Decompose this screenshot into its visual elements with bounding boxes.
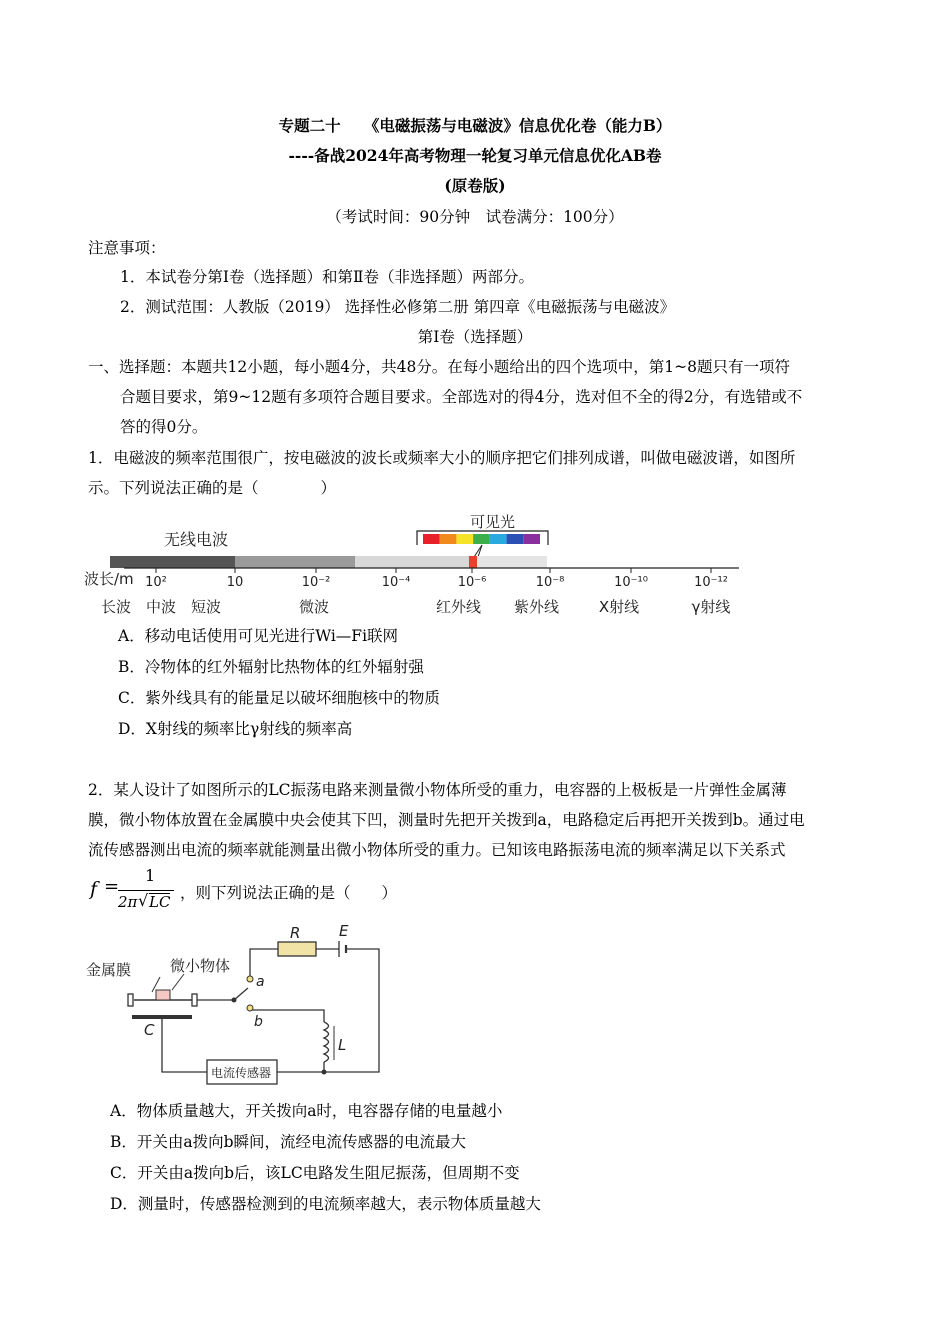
contact-b bbox=[247, 1005, 253, 1011]
contact-a bbox=[247, 976, 253, 982]
visible-light-label: 可见光 bbox=[470, 513, 516, 531]
axis-tick-label: 10 bbox=[226, 575, 244, 590]
section-intro-line: 答的得0分。 bbox=[120, 418, 208, 436]
document-title: 专题二十 《电磁振荡与电磁波》信息优化卷（能力B） bbox=[278, 116, 672, 135]
note-item: 1．本试卷分第Ⅰ卷（选择题）和第Ⅱ卷（非选择题）两部分。 bbox=[120, 268, 535, 286]
axis-label: 波长/m bbox=[84, 570, 134, 588]
document-subtitle: ----备战2024年高考物理一轮复习单元信息优化AB卷 bbox=[288, 146, 662, 165]
edition-label: (原卷版) bbox=[444, 176, 506, 195]
band-label: 长波 bbox=[100, 598, 132, 616]
film-left-clamp bbox=[128, 994, 133, 1006]
small-object bbox=[156, 990, 170, 1000]
section-title: 第Ⅰ卷（选择题） bbox=[417, 328, 533, 346]
visible-color-segment bbox=[473, 534, 490, 544]
sqrt-icon: √ bbox=[138, 891, 149, 910]
band-labels bbox=[101, 598, 730, 616]
resistor-label: R bbox=[290, 924, 301, 942]
visible-color-segment bbox=[490, 534, 507, 544]
q1-option-b: B．冷物体的红外辐射比热物体的红外辐射强 bbox=[118, 658, 424, 676]
formula-radicand: LC bbox=[149, 893, 171, 911]
axis-tick-labels bbox=[145, 575, 728, 590]
axis-tick-label: 10⁻⁸ bbox=[535, 575, 565, 590]
q2-stem-line: 流传感器测出电流的频率就能测量出微小物体所受的重力。已知该电路振荡电流的频率满足以下关系式 bbox=[88, 841, 786, 859]
q2-stem-line: 膜，微小物体放置在金属膜中央会使其下凹，测量时先把开关拨到a，电路稳定后再把开关拨到b。通过电 bbox=[88, 811, 805, 829]
visible-color-segment bbox=[440, 534, 457, 544]
band-label: X射线 bbox=[598, 598, 640, 616]
note-item: 2．测试范围：人教版（2019） 选择性必修第二册 第四章《电磁振荡与电磁波》 bbox=[120, 298, 676, 316]
inductor-label: L bbox=[338, 1036, 347, 1054]
visible-color-segment bbox=[507, 534, 524, 544]
visible-pointer-left bbox=[474, 545, 482, 557]
ultraviolet-bar bbox=[477, 556, 547, 568]
q1-option-c: C．紫外线具有的能量足以破坏细胞核中的物质 bbox=[118, 689, 440, 707]
axis-tick-label: 10⁻⁶ bbox=[457, 575, 487, 590]
wire-right bbox=[324, 949, 379, 1072]
band-label: 短波 bbox=[190, 598, 222, 616]
section-intro-line: 一、选择题：本题共12小题，每小题4分，共48分。在每小题给出的四个选项中，第1~8题只有一项符 bbox=[88, 358, 791, 376]
notes-heading: 注意事项： bbox=[88, 239, 166, 257]
formula-equals: = bbox=[104, 876, 120, 897]
small-object-label: 微小物体 bbox=[170, 957, 231, 975]
lc-circuit-figure bbox=[84, 922, 404, 1087]
q1-stem-line: 1．电磁波的频率范围很广，按电磁波的波长或频率大小的顺序把它们排列成谱，叫做电磁波谱，如图所 bbox=[88, 449, 796, 467]
formula-lhs: f bbox=[90, 878, 98, 900]
visible-color-bar bbox=[423, 534, 540, 544]
formula-numerator: 1 bbox=[145, 866, 156, 885]
switch-blade bbox=[234, 988, 248, 1000]
q1-option-a: A．移动电话使用可见光进行Wi—Fi联网 bbox=[118, 627, 399, 645]
contact-a-label: a bbox=[256, 974, 265, 990]
q2-option-d: D．测量时，传感器检测到的电流频率越大，表示物体质量越大 bbox=[110, 1195, 541, 1213]
band-label: γ射线 bbox=[691, 598, 731, 616]
band-label: 微波 bbox=[299, 598, 330, 616]
band-label: 紫外线 bbox=[514, 598, 560, 616]
wire-top-left bbox=[250, 949, 278, 977]
visible-band bbox=[469, 556, 477, 568]
battery-label: E bbox=[339, 922, 349, 940]
q1-stem-line: 示。下列说法正确的是（ ） bbox=[88, 479, 337, 497]
q1-option-d: D．X射线的频率比γ射线的频率高 bbox=[118, 720, 353, 738]
visible-color-segment bbox=[423, 534, 440, 544]
contact-b-label: b bbox=[254, 1014, 263, 1030]
metal-film-label: 金属膜 bbox=[86, 961, 132, 979]
object-pointer bbox=[172, 974, 184, 990]
radio-long-bar bbox=[110, 556, 235, 568]
q2-stem-line: 2．某人设计了如图所示的LC振荡电路来测量微小物体所受的重力，电容器的上极板是一片弹性金属薄 bbox=[88, 781, 787, 799]
q2-stem-tail: ，则下列说法正确的是（ ） bbox=[180, 884, 398, 902]
switch-pivot bbox=[232, 998, 237, 1003]
junction-dot bbox=[322, 1070, 327, 1075]
visible-color-segment bbox=[523, 534, 540, 544]
axis-tick-label: 10² bbox=[145, 575, 167, 590]
axis-tick-label: 10⁻¹² bbox=[694, 575, 728, 590]
visible-color-segment bbox=[456, 534, 473, 544]
exam-info: （考试时间：90分钟 试卷满分：100分） bbox=[326, 208, 624, 226]
axis-tick-label: 10⁻² bbox=[301, 575, 331, 590]
capacitor-label: C bbox=[144, 1021, 155, 1039]
microwave-bar bbox=[235, 556, 355, 568]
axis-tick-label: 10⁻⁴ bbox=[381, 575, 411, 590]
band-label: 红外线 bbox=[436, 598, 482, 616]
q2-option-b: B．开关由a拨向b瞬间，流经电流传感器的电流最大 bbox=[110, 1133, 467, 1151]
wire-bottom-left bbox=[162, 1019, 207, 1072]
inductor-coil bbox=[324, 1022, 329, 1062]
q2-option-c: C．开关由a拨向b后，该LC电路发生阻尼振荡，但周期不变 bbox=[110, 1164, 520, 1182]
axis-ticks bbox=[156, 568, 711, 573]
formula-denominator-prefix: 2π bbox=[118, 893, 138, 911]
film-right-clamp bbox=[192, 994, 197, 1006]
band-label: 中波 bbox=[145, 598, 177, 616]
q2-option-a: A．物体质量越大，开关拨向a时，电容器存储的电量越小 bbox=[110, 1102, 503, 1120]
axis-tick-label: 10⁻¹⁰ bbox=[614, 575, 648, 590]
radio-wave-label: 无线电波 bbox=[164, 530, 229, 549]
resistor bbox=[278, 942, 316, 956]
em-spectrum-figure bbox=[84, 505, 744, 620]
current-sensor-label: 电流传感器 bbox=[211, 1066, 272, 1080]
section-intro-line: 合题目要求，第9~12题有多项符合题目要求。全部选对的得4分，选对但不全的得2分，有选错或不 bbox=[120, 388, 803, 406]
